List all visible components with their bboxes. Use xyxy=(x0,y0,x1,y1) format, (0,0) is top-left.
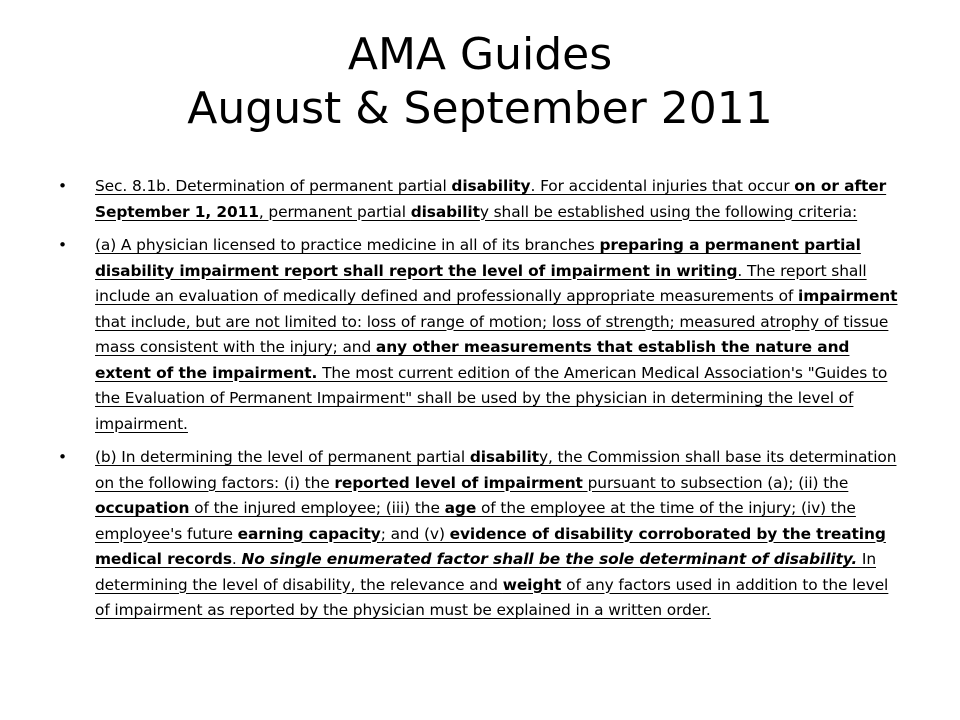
bullet-marker: • xyxy=(58,236,67,254)
text-run: (a) A physician licensed to practice medicine in all of its branches xyxy=(95,236,600,254)
text-run: occupation xyxy=(95,499,190,517)
text-run: any other measurements that establish the nature and extent of the impairment. xyxy=(95,338,850,382)
text-run: disabilit xyxy=(469,448,539,466)
text-run: reported level of impairment xyxy=(334,473,583,492)
text-run: of the injured employee; (iii) the xyxy=(189,499,445,517)
title-line-1: AMA Guides xyxy=(347,29,613,80)
text-run: ; and (v) xyxy=(380,524,450,543)
text-run: y, the Commission shall base its determination on the following factors: (i) the xyxy=(95,448,897,492)
text-run: of any factors used in addition to the level of impairment as reported by the physician must be explained in a written order. xyxy=(95,575,889,619)
text-run: . For accidental injuries that occur xyxy=(530,177,795,195)
bullet-marker: • xyxy=(58,448,67,466)
text-run: evidence of disability corroborated by the treating medical records xyxy=(95,524,886,568)
bullet-item xyxy=(52,174,902,225)
text-run: preparing a permanent partial disability impairment report shall report the level of impairment in writing xyxy=(95,236,861,280)
text-run: The most current edition of the American Medical Association's "Guides to the Evaluation of Permanent Impairment" shall be used by the physician in determining the level of impairment. xyxy=(95,363,888,433)
text-run: on or after September 1, 2011 xyxy=(95,177,887,221)
slide-title xyxy=(0,28,960,136)
text-run: . The report shall include an evaluation of medically defined and professionally appropriate measurements of xyxy=(95,261,867,305)
text-run: Sec. 8.1b. Determination of permanent partial xyxy=(95,177,452,195)
text-run: earning capacity xyxy=(237,524,381,543)
text-run: No single enumerated factor shall be the sole determinant of disability. xyxy=(241,550,858,568)
text-run: weight xyxy=(502,575,562,594)
bullet-item xyxy=(52,233,902,437)
text-run: impairment xyxy=(798,287,898,305)
text-run: disabilit xyxy=(410,202,480,221)
text-run: , permanent partial xyxy=(258,202,411,221)
text-run: In determining the level of disability, the relevance and xyxy=(95,550,876,594)
text-run: that include, but are not limited to: loss of range of motion; loss of strength; measured atrophy of tissue mass consistent with the injury; and xyxy=(95,312,889,356)
text-run: pursuant to subsection (a); (ii) the xyxy=(582,473,849,492)
text-run: y shall be established using the following criteria: xyxy=(479,202,858,221)
bullet-item xyxy=(52,445,902,624)
text-run: of the employee at the time of the injury; (iv) the employee's future xyxy=(95,499,856,543)
bullet-list xyxy=(52,174,902,632)
text-run: disability xyxy=(451,177,531,195)
title-line-2: August & September 2011 xyxy=(187,83,773,134)
text-run: . xyxy=(231,550,242,568)
bullet-marker: • xyxy=(58,177,67,195)
text-run: (b) In determining the level of permanent partial xyxy=(95,448,470,466)
text-run: age xyxy=(444,499,477,517)
